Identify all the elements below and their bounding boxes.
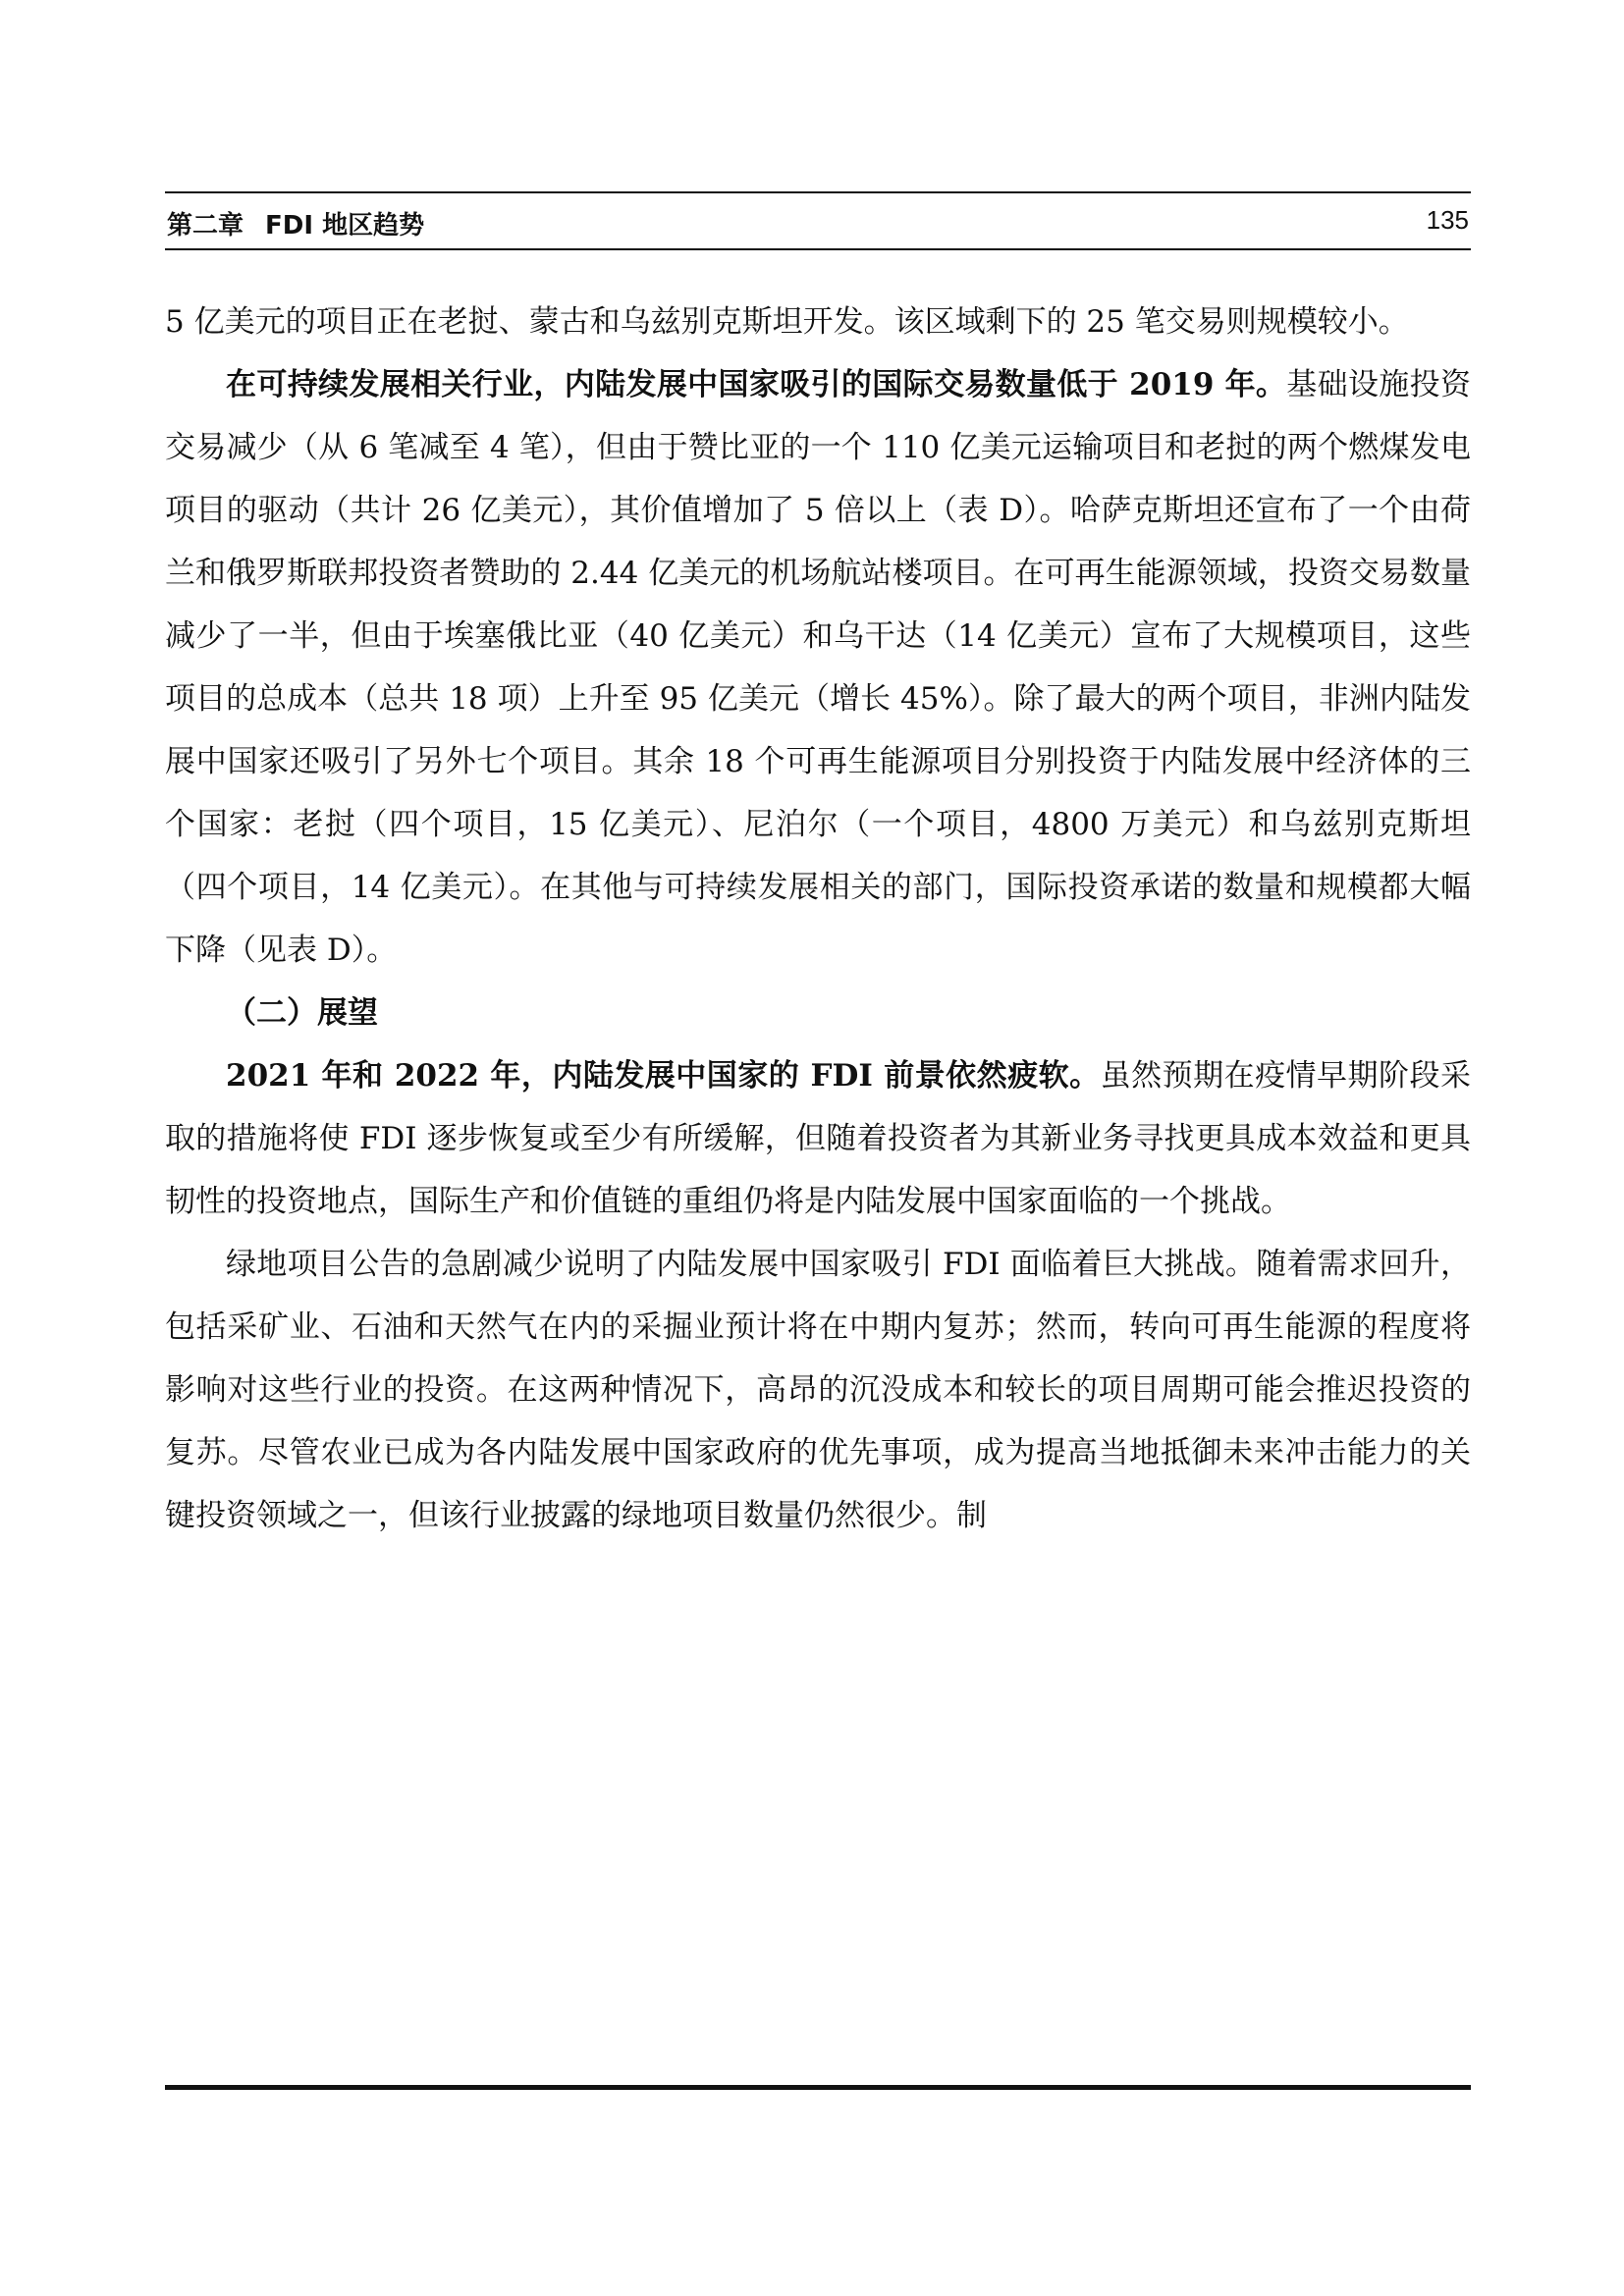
paragraph-text: 基础设施投资交易减少（从 6 笔减至 4 笔），但由于赞比亚的一个 110 亿美元运输项目和老挝的两个燃煤发电项目的驱动（共计 26 亿美元），其价值增加了 5 倍以上（表 D）。哈萨克斯坦还宣布了一个由荷兰和俄罗斯联邦投资者赞助的 2.44 亿美元的机场航站楼项目。在可再生能源领域，投资交易数量减少了一半，但由于埃塞俄比亚（40 亿美元）和乌干达（14 亿美元）宣布了大规模项目，这些项目的总成本（总共 18 项）上升至 95 亿美元（增长 45%）。除了最大的两个项目，非洲内陆发展中国家还吸引了另外七个项目。其余 18 个可再生能源项目分别投资于内陆发展中经济体的三个国家：老挝（四个项目，15 亿美元）、尼泊尔（一个项目，4800 万美元）和乌兹别克斯坦（四个项目，14 亿美元）。在其他与可持续发展相关的部门，国际投资承诺的数量和规模都大幅下降（见表 D）。 [165,367,1471,968]
header-chapter-number: 第二章 [167,211,244,240]
header-section-title: FDI 地区趋势 [265,211,425,240]
paragraph-text: 绿地项目公告的急剧减少说明了内陆发展中国家吸引 FDI 面临着巨大挑战。随着需求回升，包括采矿业、石油和天然气在内的采掘业预计将在中期内复苏；然而，转向可再生能源的程度将影响对这些行业的投资。在这两种情况下，高昂的沉没成本和较长的项目周期可能会推迟投资的复苏。尽管农业已成为各内陆发展中国家政府的优先事项，成为提高当地抵御未来冲击能力的关键投资领域之一，但该行业披露的绿地项目数量仍然很少。制 [165,1247,1471,1533]
paragraph-greenfield [165,1233,1471,1547]
paragraph-text: 5 亿美元的项目正在老挝、蒙古和乌兹别克斯坦开发。该区域剩下的 25 笔交易则规模较小。 [165,304,1409,340]
paragraph-continuation [165,291,1471,353]
header-chapter-title [167,205,424,241]
footer-rule [165,2085,1471,2090]
section-subheading: （二）展望 [226,995,378,1031]
paragraph-sustainable-sectors [165,353,1471,982]
header-bottom-rule [165,248,1471,250]
running-header [165,191,1471,250]
paragraph-lead-bold: 2021 年和 2022 年，内陆发展中国家的 FDI 前景依然疲软。 [226,1058,1101,1094]
page-number: 135 [1426,205,1469,235]
header-top-rule [165,191,1471,193]
paragraph-text: 虽然预期在疫情早期阶段采取的措施将使 FDI 逐步恢复或至少有所缓解，但随着投资者为其新业务寻找更具成本效益和更具韧性的投资地点，国际生产和价值链的重组仍将是内陆发展中国家面临的一个挑战。 [165,1058,1471,1219]
paragraph-lead-bold: 在可持续发展相关行业，内陆发展中国家吸引的国际交易数量低于 2019 年。 [226,367,1287,402]
paragraph-outlook [165,1044,1471,1233]
body-text [165,291,1471,1547]
